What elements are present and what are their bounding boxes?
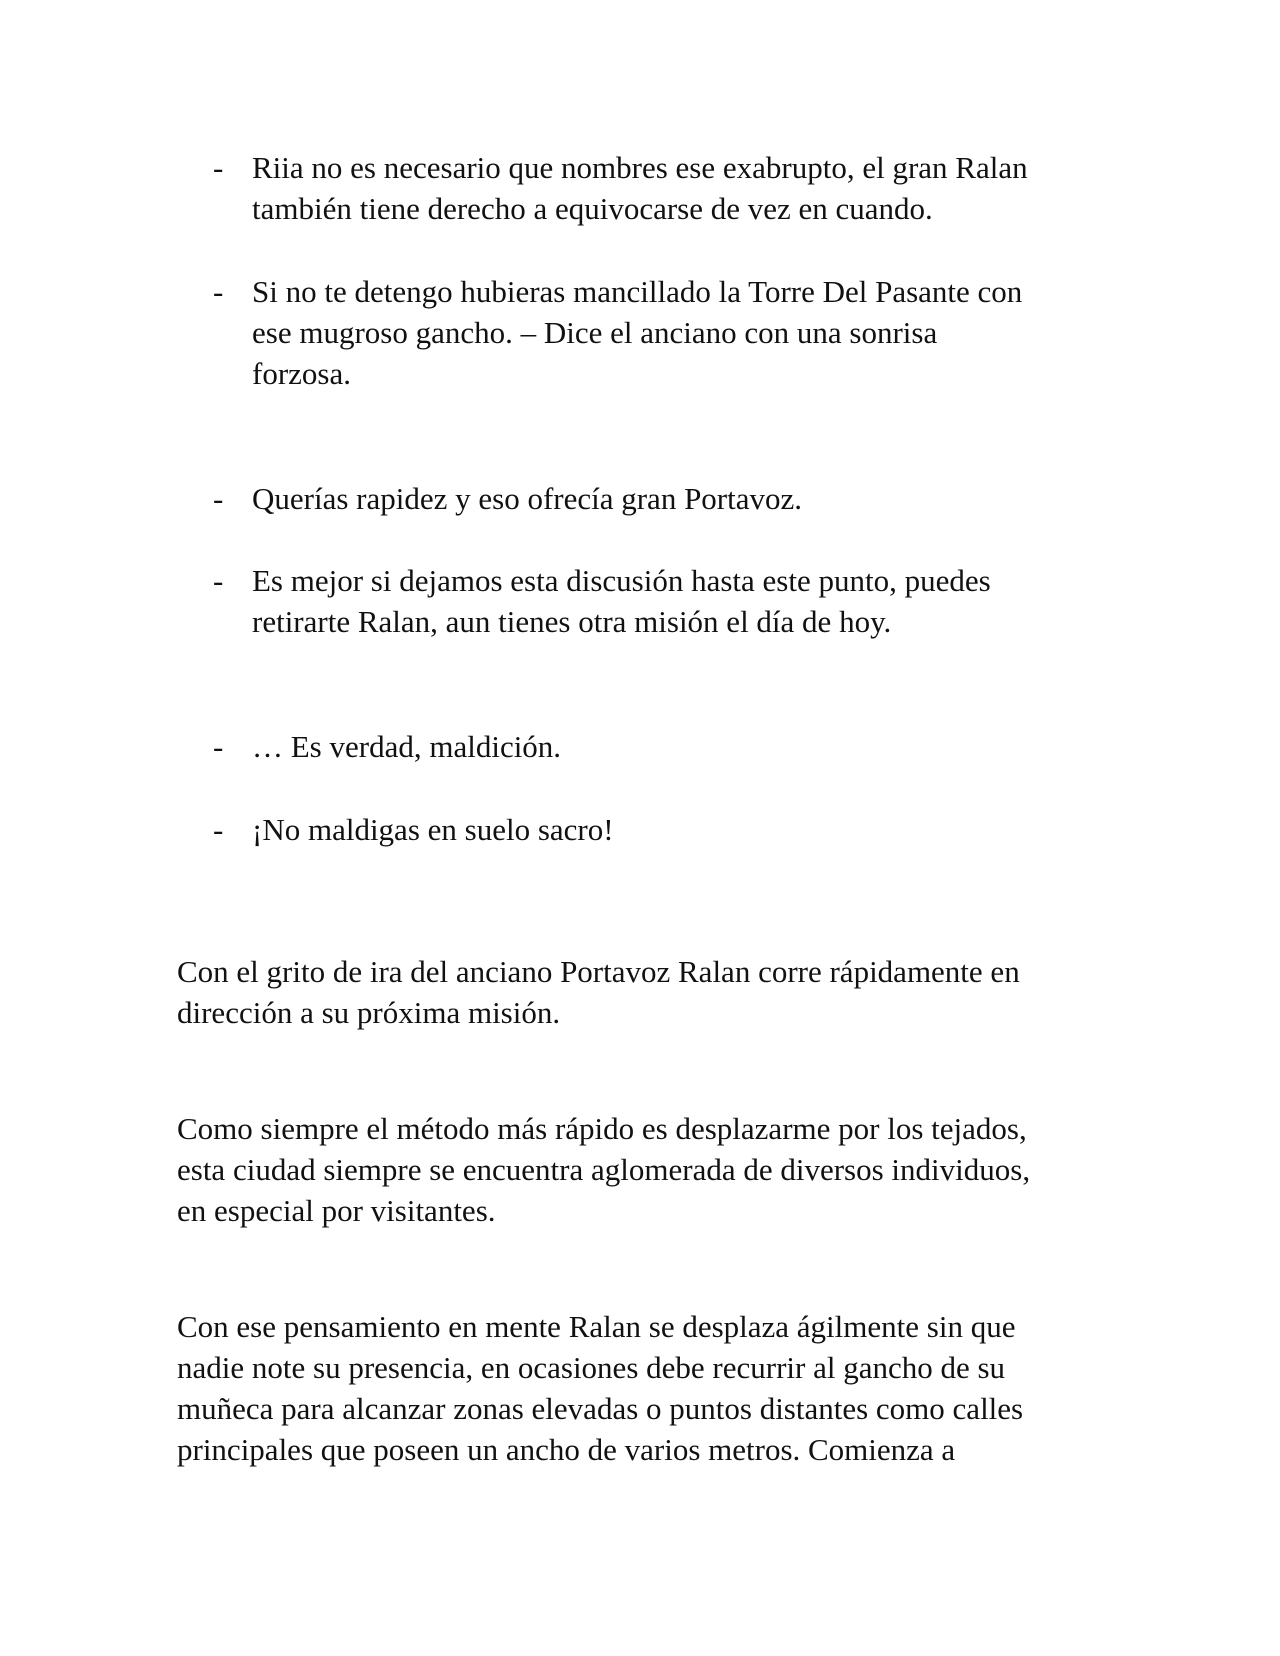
dialogue-text: [252, 271, 1022, 394]
dialogue-text: [252, 726, 561, 767]
text-line: principales que poseen un ancho de varios metros. Comienza a: [177, 1432, 956, 1467]
dialogue-dash: -: [213, 563, 224, 598]
dialogue-dash: -: [213, 729, 224, 764]
dialogue-dash: -: [213, 481, 224, 516]
dialogue-text: [252, 147, 1028, 229]
text-line: Es mejor si dejamos esta discusión hasta este punto, puedes: [252, 563, 991, 598]
dialogue-dash: -: [213, 812, 224, 847]
text-line: muñeca para alcanzar zonas elevadas o puntos distantes como calles: [177, 1391, 1024, 1426]
text-line: en especial por visitantes.: [177, 1193, 496, 1228]
dialogue-dash: -: [213, 274, 224, 309]
text-line: también tiene derecho a equivocarse de vez en cuando.: [252, 191, 933, 226]
dialogue-dash: -: [213, 150, 224, 185]
dialogue-text: [252, 560, 991, 642]
text-line: retirarte Ralan, aun tienes otra misión el día de hoy.: [252, 604, 892, 639]
text-line: Querías rapidez y eso ofrecía gran Portavoz.: [252, 481, 803, 516]
text-line: dirección a su próxima misión.: [177, 995, 561, 1030]
text-line: Con el grito de ira del anciano Portavoz Ralan corre rápidamente en: [177, 954, 1020, 989]
text-line: Con ese pensamiento en mente Ralan se desplaza ágilmente sin que: [177, 1309, 1016, 1344]
text-line: ¡No maldigas en suelo sacro!: [252, 812, 614, 847]
narrative-paragraph: [177, 951, 1020, 1033]
narrative-paragraph: [177, 1108, 1030, 1231]
text-line: Si no te detengo hubieras mancillado la Torre Del Pasante con: [252, 274, 1023, 309]
narrative-paragraph: [177, 1306, 1023, 1470]
text-line: esta ciudad siempre se encuentra aglomerada de diversos individuos,: [177, 1152, 1031, 1187]
text-line: nadie note su presencia, en ocasiones debe recurrir al gancho de su: [177, 1350, 1006, 1385]
dialogue-text: [252, 809, 614, 850]
text-line: Riia no es necesario que nombres ese exabrupto, el gran Ralan: [252, 150, 1028, 185]
text-line: ese mugroso gancho. – Dice el anciano con una sonrisa: [252, 315, 938, 350]
text-line: … Es verdad, maldición.: [252, 729, 562, 764]
text-line: forzosa.: [252, 356, 351, 391]
dialogue-text: [252, 478, 802, 519]
text-line: Como siempre el método más rápido es desplazarme por los tejados,: [177, 1111, 1027, 1146]
